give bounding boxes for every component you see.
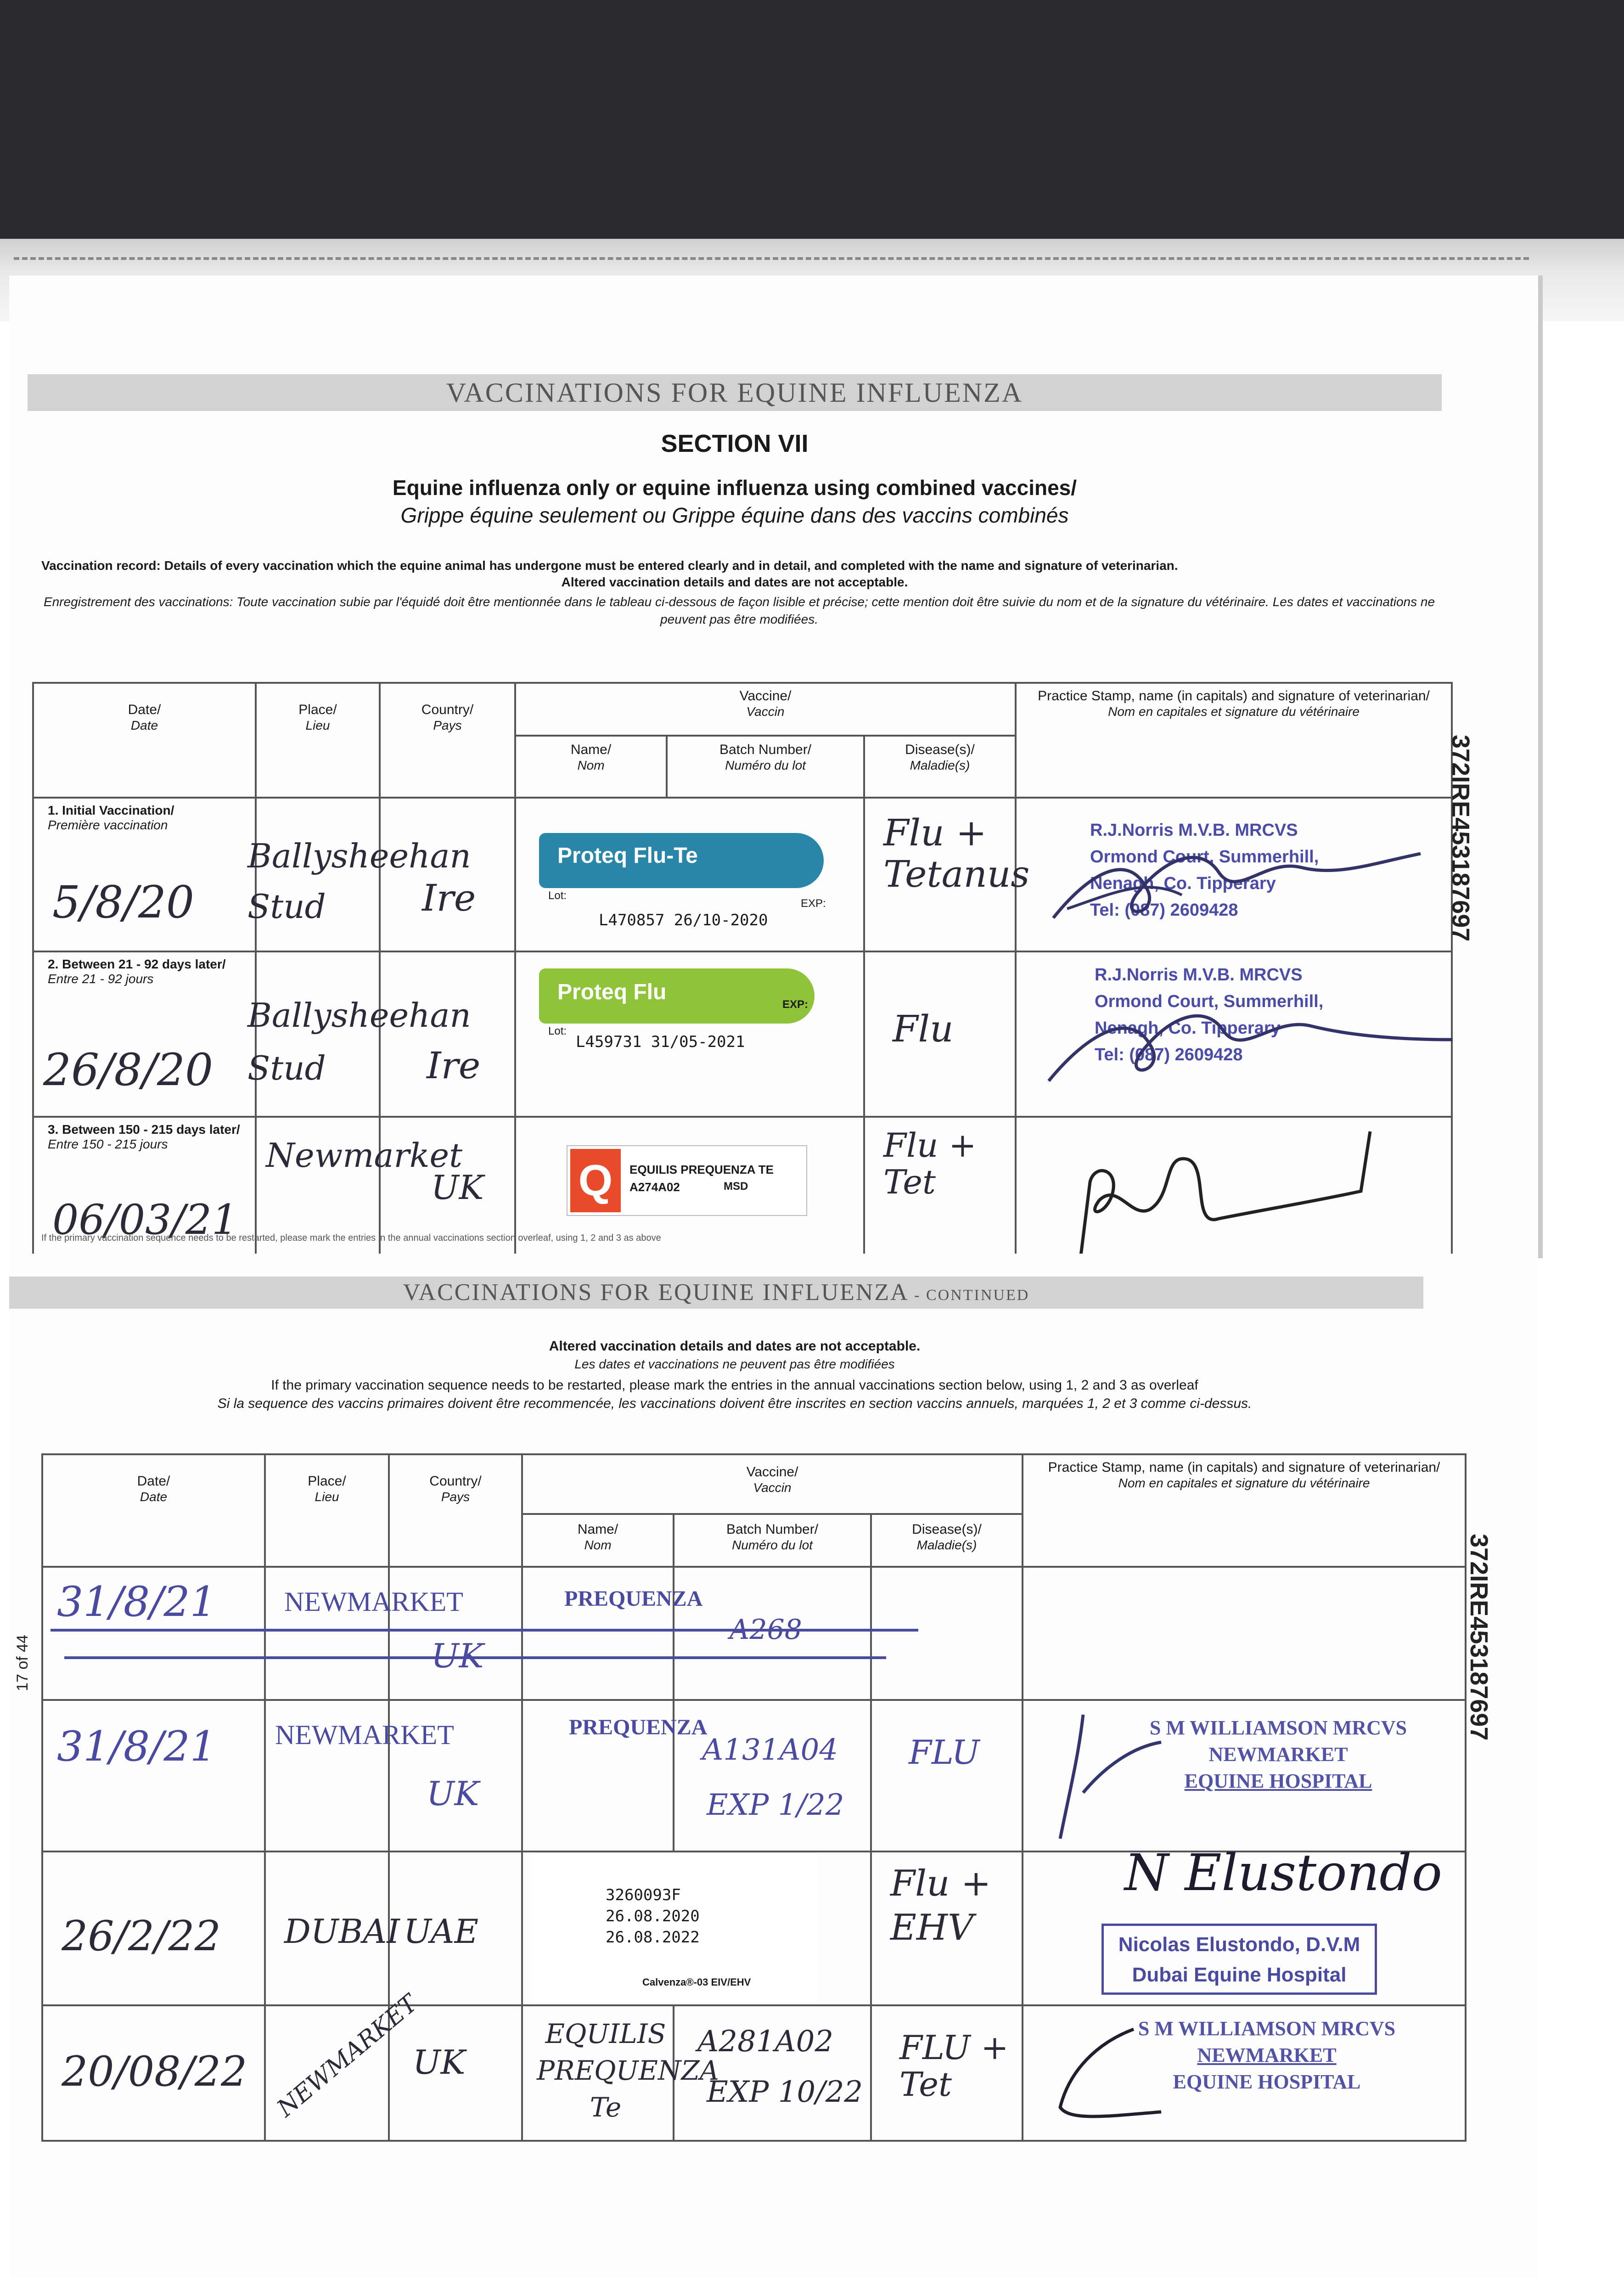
handwritten-date: 06/03/21 [52, 1196, 238, 1244]
stamped-vaccine-name: PREQUENZA [569, 1715, 708, 1739]
header-date: Date/ Date [33, 683, 256, 798]
place-cell [265, 1989, 423, 2141]
country-cell [380, 798, 515, 951]
date-cell [33, 951, 256, 1117]
handwritten-date: 31/8/21 [57, 1722, 216, 1771]
handwritten-place: Ballysheehan Stud [247, 837, 471, 926]
sticker-batch-code: L459731 31/05-2021 [576, 1033, 745, 1051]
header-batch: Batch Number/ Numéro du lot [674, 1514, 871, 1567]
vaccine-label-cell: Proteq Flu Lot: EXP: L459731 31/05-2021 [515, 951, 864, 1117]
stamp-cell [1023, 1567, 1466, 1700]
batch-cell [674, 2005, 871, 2141]
stamped-place: NEWMARKET [275, 1720, 454, 1750]
stamp-cell [1016, 951, 1452, 1117]
altered-note: Altered vaccination details and dates are not acceptable. [549, 1339, 921, 1354]
side-code-top: 372IRE453187697 [1447, 735, 1474, 942]
sticker-batch-code: 3260093F 26.08.2020 26.08.2022 [606, 1886, 700, 1947]
handwritten-country: UK [431, 1637, 484, 1675]
header-place: Place/ Lieu [265, 1454, 389, 1567]
vaccine-label-cell: Proteq Flu-Te Lot: EXP: L470857 26/10-2020 [515, 798, 864, 951]
table-row [33, 1117, 1452, 1271]
handwritten-batch: A268 [730, 1614, 802, 1646]
table-row [33, 951, 1452, 1117]
vet-signature [1033, 2015, 1170, 2135]
country-cell [380, 951, 515, 1117]
subtitle-fr: Grippe équine seulement ou Grippe équine dans des vaccins combinés [400, 503, 1069, 527]
restart-note: If the primary vaccination sequence needs to be restarted, please mark the entries in the annual vaccinations section below, using 1, 2 and 3 as overleaf [271, 1378, 1198, 1393]
vaccine-sticker: Proteq Flu [539, 968, 815, 1024]
page1-footnote: If the primary vaccination sequence needs to be restarted, please mark the entries in the annual vaccinations section overleaf, using 1, 2 and 3 as above [41, 1233, 661, 1243]
section-title: SECTION VII [661, 430, 809, 457]
table-row [42, 2005, 1466, 2141]
vet-signature [1026, 1127, 1448, 1265]
handwritten-date: 26/2/22 [62, 1912, 221, 1960]
booklet-cover [0, 0, 1624, 257]
vet-stamp: S M WILLIAMSON MRCVS NEWMARKET EQUINE HOSPITAL [1138, 2017, 1396, 2093]
header-batch: Batch Number/ Numéro du lot [667, 736, 864, 798]
header-stamp: Practice Stamp, name (in capitals) and signature of veterinarian/ Nom en capitales et signature du vétérinaire [1023, 1454, 1466, 1567]
table-row [33, 798, 1452, 951]
country-cell [389, 1851, 522, 2005]
side-code-bottom: 372IRE453187697 [1465, 1534, 1493, 1741]
altered-note-fr: Les dates et vaccinations ne peuvent pas être modifiées [574, 1357, 895, 1371]
handwritten-vaccine-name: EQUILIS PREQUENZA Te [537, 2018, 719, 2123]
handwritten-disease: FLU [909, 1733, 980, 1772]
handwritten-disease: FLU + Tet [899, 2028, 1009, 2104]
stamp-cell [1016, 798, 1452, 951]
vaccine-sticker: Proteq Flu-Te [539, 833, 824, 888]
vet-signature [1026, 817, 1448, 936]
vet-signature: N Elustondo [1124, 1843, 1442, 1902]
header-name: Name/ Nom [522, 1514, 674, 1567]
stamp-cell [1023, 1700, 1466, 1851]
header-vaccine: Vaccine/ Vaccin [515, 683, 1016, 736]
vaccination-record-note: Vaccination record: Details of every vaccination which the equine animal has undergone must be entered clearly and in detail, and completed with the name and signature of veterinarian. [41, 558, 1178, 573]
page-banner: VACCINATIONS FOR EQUINE INFLUENZA - CONTINUED [9, 1277, 1423, 1309]
date-cell [33, 1117, 256, 1271]
date-cell [42, 1851, 265, 2005]
vet-stamp: Nicolas Elustondo, D.V.M Dubai Equine Hospital [1101, 1924, 1377, 1995]
vet-stamp: R.J.Norris M.V.B. MRCVS Ormond Court, Summerhill, Nenagh, Co. Tipperary Tel: (087) 2609428 [1095, 965, 1324, 1064]
subtitle-en: Equine influenza only or equine influenza using combined vaccines/ [392, 476, 1077, 500]
header-place: Place/ Lieu [256, 683, 380, 798]
vaccine-sticker: Q EQUILIS PREQUENZA TE A274A02 MSD [567, 1145, 807, 1216]
header-country: Country/ Pays [380, 683, 515, 798]
vet-signature [1033, 1701, 1170, 1852]
handwritten-place: Ballysheehan Stud [247, 996, 471, 1087]
header-disease: Disease(s)/ Maladie(s) [864, 736, 1016, 798]
batch-cell [674, 1700, 871, 1851]
name-cell [522, 1700, 708, 1851]
disease-cell [864, 951, 1016, 1117]
date-cell [42, 2005, 265, 2141]
disease-cell [871, 1851, 1023, 2005]
stamped-vaccine-name: PREQUENZA [564, 1587, 703, 1611]
handwritten-country: UAE [404, 1912, 479, 1951]
row-label: 3. Between 150 - 215 days later/ Entre 150 - 215 jours [48, 1122, 240, 1151]
vet-signature [1026, 971, 1457, 1099]
handwritten-disease: Flu + Tetanus [883, 811, 1030, 895]
page-banner: VACCINATIONS FOR EQUINE INFLUENZA [28, 374, 1442, 411]
disease-cell [871, 1700, 1023, 1851]
record-note-fr: Enregistrement des vaccinations: Toute vaccination subie par l'équidé doit être mentionnée dans le tableau ci-dessous de façon lisible et précise; cette mention doit être suivie du nom et de la signature du vétérinaire. Les dates et vaccinations ne peuvent pas être modifiées. [43, 595, 1435, 626]
table-row [42, 1700, 1466, 1851]
handwritten-date: 31/8/21 [57, 1578, 216, 1626]
row-label: 2. Between 21 - 92 days later/ Entre 21 - 92 jours [48, 957, 226, 986]
disease-cell [864, 1117, 1016, 1271]
handwritten-disease: Flu [893, 1007, 954, 1050]
annual-vaccination-table [41, 1453, 1467, 2142]
handwritten-country: Ire [422, 877, 476, 919]
header-name: Name/ Nom [515, 736, 667, 798]
date-cell [42, 1700, 265, 1851]
vaccine-label-cell [522, 1851, 871, 2005]
handwritten-date: 26/8/20 [43, 1044, 214, 1096]
country-cell [380, 1117, 515, 1271]
handwritten-place: DUBAI [284, 1912, 400, 1951]
handwritten-batch: A281A02 [697, 2025, 834, 2059]
strike-through-lines [46, 1621, 927, 1662]
vet-stamp: S M WILLIAMSON MRCVS NEWMARKET EQUINE HOSPITAL [1149, 1716, 1407, 1792]
restart-note-fr: Si la sequence des vaccins primaires doivent être recommencée, les vaccinations doivent être inscrites en section vaccins annuels, marquées 1, 2 et 3 comme ci-dessus. [217, 1396, 1252, 1411]
header-country: Country/ Pays [389, 1454, 522, 1567]
handwritten-place: Newmarket [266, 1136, 463, 1175]
handwritten-country: UK [413, 2043, 466, 2082]
q-logo-icon: Q [570, 1149, 621, 1212]
header-stamp: Practice Stamp, name (in capitals) and signature of veterinarian/ Nom en capitales et signature du vétérinaire [1016, 683, 1452, 798]
header-disease: Disease(s)/ Maladie(s) [871, 1514, 1023, 1567]
handwritten-place: NEWMARKET [272, 1989, 423, 2122]
handwritten-date: 5/8/20 [52, 877, 194, 928]
handwritten-expiry: EXP 1/22 [707, 1788, 844, 1822]
primary-vaccination-table [32, 682, 1453, 1272]
stamped-place: NEWMARKET [284, 1587, 463, 1617]
name-cell [522, 2005, 719, 2141]
binding-stitch [14, 257, 1529, 260]
sticker-batch-code: L470857 26/10-2020 [599, 911, 768, 929]
handwritten-country: Ire [427, 1044, 481, 1087]
header-date: Date/ Date [42, 1454, 265, 1567]
handwritten-expiry: EXP 10/22 [707, 2075, 863, 2109]
country-cell [389, 2005, 522, 2141]
handwritten-country: UK [427, 1774, 479, 1813]
vaccine-sticker: 3260093F 26.08.2020 26.08.2022 Calvenza®-03 EIV/EHV [532, 1852, 817, 2004]
handwritten-disease: Flu + EHV [890, 1863, 991, 1948]
altered-note: Altered vaccination details and dates are not acceptable. [561, 575, 908, 589]
stamp-cell [1023, 2005, 1466, 2141]
header-vaccine: Vaccine/ Vaccin [522, 1454, 1023, 1514]
stamp-cell [1023, 1843, 1466, 2005]
vaccine-label-cell [515, 1117, 864, 1271]
country-cell [389, 1700, 522, 1851]
stamp-cell [1016, 1117, 1452, 1271]
handwritten-batch: A131A04 [702, 1733, 838, 1767]
row-label: 1. Initial Vaccination/ Première vaccination [48, 803, 174, 832]
place-cell [265, 1851, 400, 2005]
table-row [42, 1851, 1466, 2005]
handwritten-disease: Flu + Tet [883, 1126, 977, 1201]
vet-stamp: R.J.Norris M.V.B. MRCVS Ormond Court, Summerhill, Nenagh, Co. Tipperary Tel: (087) 2609428 [1090, 821, 1319, 920]
handwritten-country: UK [431, 1168, 484, 1207]
page-number: 17 of 44 [14, 1635, 31, 1691]
disease-cell [864, 798, 1030, 951]
date-cell [33, 798, 256, 951]
disease-cell [871, 2005, 1023, 2141]
handwritten-date: 20/08/22 [62, 2048, 247, 2096]
